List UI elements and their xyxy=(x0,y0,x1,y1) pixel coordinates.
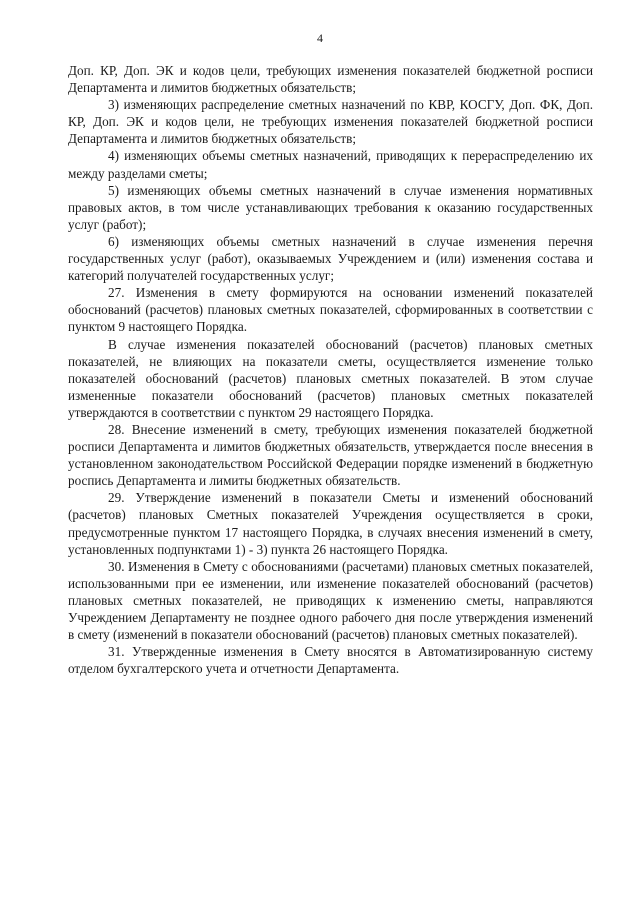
subitem-3: 3) изменяющих распределение сметных назначений по КВР, КОСГУ, Доп. ФК, Доп. КР, Доп. ЭК и кодов цели, не требующих изменения показателей бюджетной росписи Департамента и лимитов бюджетных обязательств; xyxy=(68,97,593,147)
clause-29: 29. Утверждение изменений в показатели Сметы и изменений обоснований (расчетов) плановых Сметных показателей Учреждения осуществляется в сроки, предусмотренные пунктом 17 настоящего Порядка, в случаях внесения изменений в смету, установленных подпунктами 1) - 3) пункта 26 настоящего Порядка. xyxy=(68,490,593,557)
document-body xyxy=(68,62,593,677)
clause-30: 30. Изменения в Смету с обоснованиями (расчетами) плановых сметных показателей, использованными при ее изменении, или изменение показателей обоснований (расчетов) плановых сметных показателей, не приводящих к изменению сметы, направляются Учреждением Департаменту не позднее одного рабочего дня после утверждения изменений в смету (изменений в показатели обоснований (расчетов) плановых сметных показателей). xyxy=(68,558,593,643)
subitem-4: 4) изменяющих объемы сметных назначений, приводящих к перераспределению их между разделами сметы; xyxy=(68,148,593,181)
page-number: 4 xyxy=(317,31,323,45)
clause-27: 27. Изменения в смету формируются на основании изменений показателей обоснований (расчетов) плановых сметных показателей, сформированных в соответствии с пунктом 9 настоящего Порядка. xyxy=(68,285,593,335)
clause-27-note: В случае изменения показателей обоснований (расчетов) плановых сметных показателей, не влияющих на показатели сметы, осуществляется изменение только показателей обоснований (расчетов) плановых сметных показателей. В этом случае измененные показатели обоснований (расчетов) плановых сметных показателей утверждаются в соответствии с пунктом 29 настоящего Порядка. xyxy=(68,336,593,420)
paragraph-continuation: Доп. КР, Доп. ЭК и кодов цели, требующих изменения показателей бюджетной росписи Департамента и лимитов бюджетных обязательств; xyxy=(68,63,593,96)
clause-28: 28. Внесение изменений в смету, требующих изменения показателей бюджетной росписи Департамента и лимитов бюджетных обязательств, утверждается после внесения в установленном законодательством Российской Федерации порядке изменений в бюджетную роспись Департамента и лимиты бюджетных обязательств. xyxy=(68,421,593,489)
clause-31: 31. Утвержденные изменения в Смету вносятся в Автоматизированную систему отделом бухгалтерского учета и отчетности Департамента. xyxy=(68,644,593,677)
subitem-5: 5) изменяющих объемы сметных назначений в случае изменения нормативных правовых актов, в том числе устанавливающих требования к оказанию государственных услуг (работ); xyxy=(68,182,593,232)
subitem-6: 6) изменяющих объемы сметных назначений в случае изменения перечня государственных услуг (работ), оказываемых Учреждением и (или) изменения состава и категорий получателей государственных услуг; xyxy=(68,233,593,284)
